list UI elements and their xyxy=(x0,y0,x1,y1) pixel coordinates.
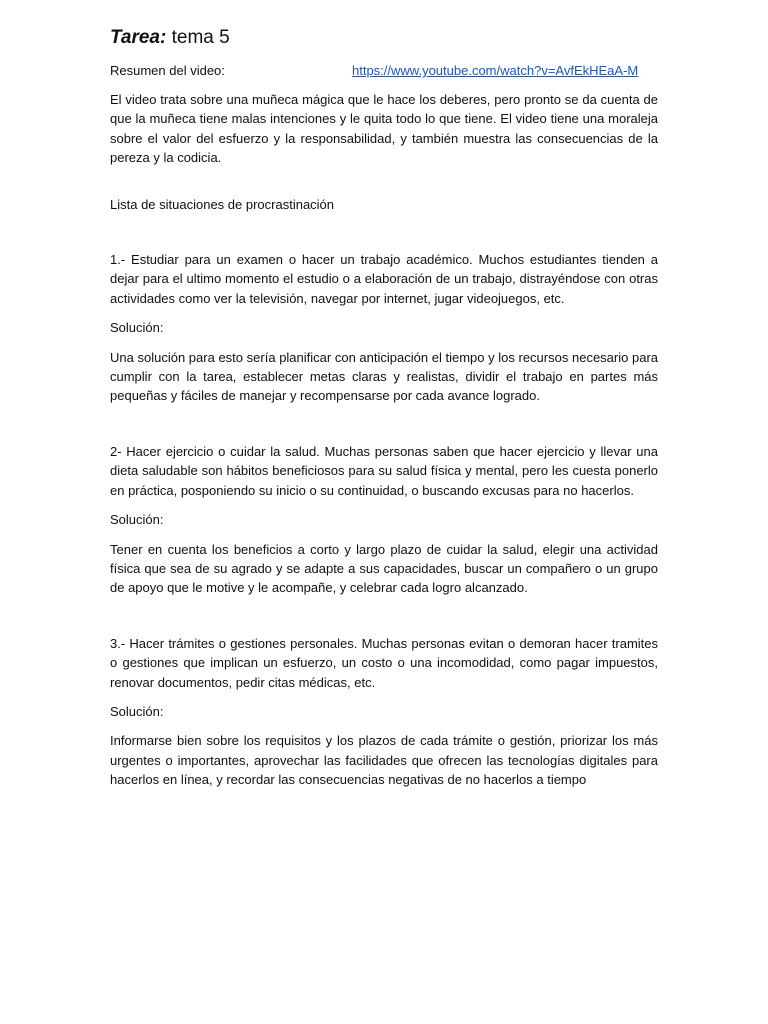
situation-3-solution-label: Solución: xyxy=(110,703,164,719)
situation-3-solution: Informarse bien sobre los requisitos y los plazos de cada trámite o gestión, priorizar los más urgentes o importantes, aprovechar las facilidades que ofrecen las tecnologías digitales para hacerlos en línea, y recordar las consecuencias negativas de no hacerlos a tiempo xyxy=(110,733,658,788)
title-topic: tema 5 xyxy=(166,27,230,48)
summary-paragraph: El video trata sobre una muñeca mágica que le hace los deberes, pero pronto se da cuenta de que la muñeca tiene malas intenciones y le quita todo lo que tiene. El video tiene una moraleja sobre el valor del esfuerzo y la responsabilidad, y también muestra las consecuencias de la pereza y la codicia. xyxy=(110,92,658,166)
document-title xyxy=(110,26,658,50)
summary-label: Resumen del video: xyxy=(110,63,225,78)
video-link[interactable]: https://www.youtube.com/watch?v=AvfEkHEaA-M xyxy=(352,63,639,78)
situation-2-text: 2- Hacer ejercicio o cuidar la salud. Muchas personas saben que hacer ejercicio y llevar una dieta saludable son hábitos beneficiosos para su salud física y mental, pero les cuesta ponerlo en práctica, posponiendo su inicio o su continuidad, o buscando excusas para no hacerlos. xyxy=(110,443,658,498)
situation-1-text: 1.- Estudiar para un examen o hacer un trabajo académico. Muchos estudiantes tienden a dejar para el ultimo momento el estudio o a elaboración de un trabajo, distrayéndose con otras actividades como ver la televisión, navegar por internet, jugar videojuegos, etc. xyxy=(110,252,658,306)
situation-1-solution-label: Solución: xyxy=(110,320,164,336)
list-heading: Lista de situaciones de procrastinación xyxy=(110,196,335,212)
situation-1-solution: Una solución para esto sería planificar con anticipación el tiempo y los recursos necesario para cumplir con la tarea, establecer metas claras y realistas, dividir el trabajo en partes más pequeñas y fáciles de manejar y recompensarse por cada avance logrado. xyxy=(110,349,658,404)
situation-3-text: 3.- Hacer trámites o gestiones personales. Muchas personas evitan o demoran hacer tramites o gestiones que implican un esfuerzo, un costo o una incomodidad, como pagar impuestos, renovar documentos, pedir citas médicas, etc. xyxy=(110,635,658,690)
summary-row xyxy=(110,62,658,80)
situation-2-solution-label: Solución: xyxy=(110,512,164,528)
document-page xyxy=(110,26,658,790)
title-label: Tarea: xyxy=(110,27,167,48)
situation-2-solution: Tener en cuenta los beneficios a corto y largo plazo de cuidar la salud, elegir una actividad física que sea de su agrado y se adapte a sus capacidades, buscar un compañero o un grupo de apoyo que le motive y le acompañe, y celebrar cada logro alcanzado. xyxy=(110,541,658,596)
